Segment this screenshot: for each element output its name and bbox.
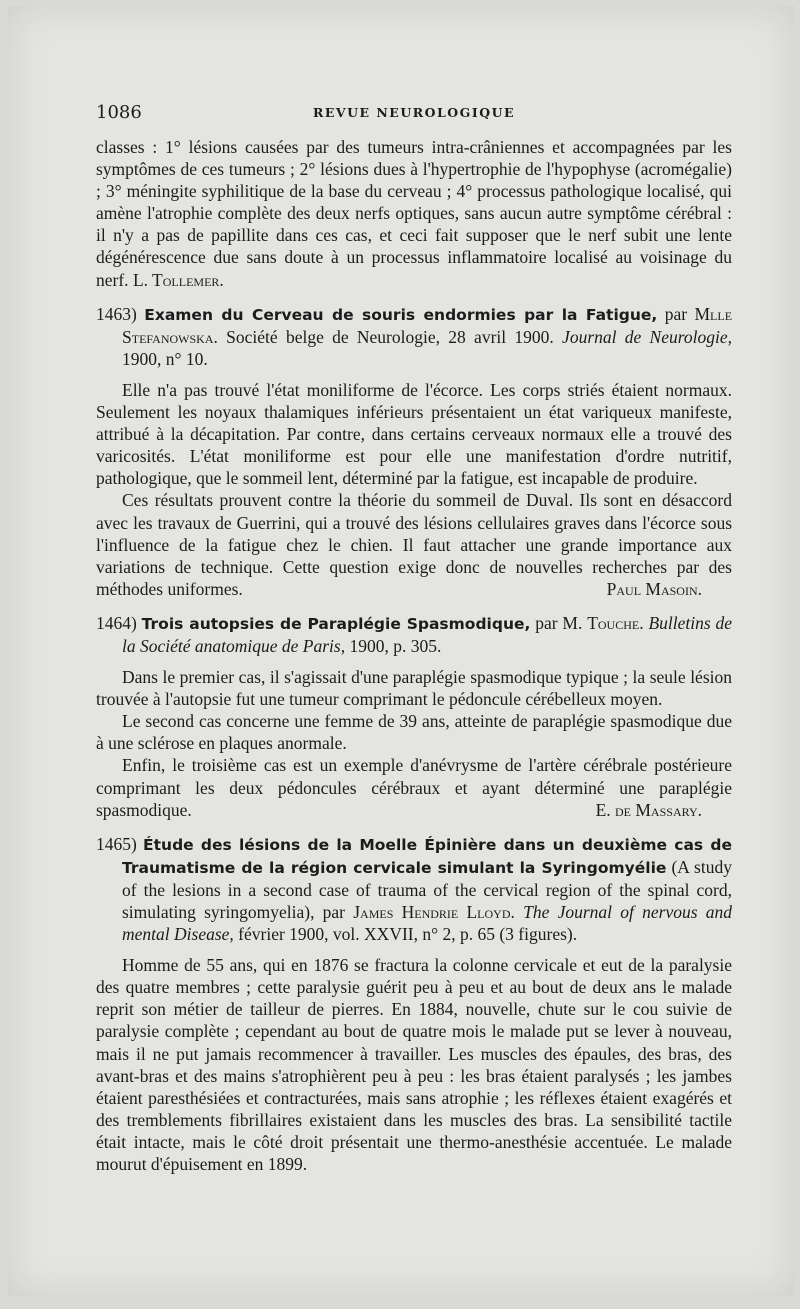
article-source-rest: février 1900, vol. XXVII, n° 2, p. 65 (3 figures). xyxy=(238,924,578,945)
article-source-rest: 1900, p. 305. xyxy=(349,635,442,656)
running-title: REVUE NEUROLOGIQUE xyxy=(312,105,516,120)
article-source-rest: 1900, n° 10. xyxy=(122,348,208,369)
article-subtitle: (A study of the lesions in a second case of trauma of the cervical region of the spinal cord, simulating syringomyelia), par xyxy=(122,856,732,922)
article-by: par M. xyxy=(535,612,583,633)
article-title: Trois autopsies de Paraplégie Spasmodique, xyxy=(141,614,531,633)
document-page xyxy=(8,6,794,1296)
article-journal: Bulletins de la Société anatomique de Paris, xyxy=(122,612,733,656)
article-number: 1463) xyxy=(96,303,137,324)
article-heading xyxy=(96,303,732,370)
article-title: Étude des lésions de la Moelle Épinière dans un deuxième cas de Traumatisme de la région cervicale simulant la Syringomyélie xyxy=(122,835,733,877)
article-signature: Paul Masoin. xyxy=(606,578,702,599)
article-paragraph: Dans le premier cas, il s'agissait d'une paraplégie spasmodique typique ; la seule lésion trouvée à l'autopsie fut une tumeur comprimant le pédoncule cérébelleux moyen. xyxy=(96,667,732,710)
article-signature: E. de Massary. xyxy=(595,799,702,820)
article-paragraph-text: Enfin, le troisième cas est un exemple d'anévrysme de l'artère cérébrale postérieure comprimant les deux pédoncules cérébraux et ayant déterminé une paraplégie spasmodique. xyxy=(96,755,732,820)
article-paragraph-text: Ces résultats prouvent contre la théorie du sommeil de Duval. Ils sont en désaccord avec les travaux de Guerrini, qui a trouvé des lésions cellulaires graves dans l'écorce sous l'influence de la fatigue chez le chien. Il faut attacher une grande importance aux variations de technique. Cette question exige donc de nouvelles recherches par des méthodes uniformes. xyxy=(96,490,732,599)
article-author: Mlle Stefanowska. xyxy=(122,303,733,347)
page-header xyxy=(96,102,732,126)
article-1464 xyxy=(96,612,732,821)
intro-paragraph xyxy=(96,136,732,291)
article-number: 1465) xyxy=(96,833,137,854)
page-body xyxy=(96,136,732,1175)
article-source: Société belge de Neurologie, 28 avril 1900. xyxy=(226,326,554,347)
article-paragraph xyxy=(96,754,732,820)
article-heading xyxy=(96,612,732,657)
article-journal: The Journal of nervous and mental Disease, xyxy=(122,902,732,945)
intro-signature: L. Tollemer. xyxy=(132,269,224,290)
article-title: Examen du Cerveau de souris endormies par la Fatigue, xyxy=(144,305,658,324)
article-author: Touche. xyxy=(587,612,644,633)
article-paragraph xyxy=(96,489,732,599)
article-by: par xyxy=(664,303,688,324)
article-author: James Hendrie Lloyd. xyxy=(353,902,515,922)
article-journal: Journal de Neurologie, xyxy=(562,326,733,347)
article-number: 1464) xyxy=(96,612,137,633)
intro-text: classes : 1° lésions causées par des tumeurs intra-crâniennes et accompagnées par les symptômes de ces tumeurs ; 2° lésions dues à l'hypertrophie de l'hypophyse (acromégalie) ; 3° méningite syphilitique de la base du cerveau ; 4° processus pathologique localisé, qui amène l'atrophie complète des deux nerfs optiques, sans aucun autre symptôme cérébral : il n'y a pas de papillite dans ces cas, et ceci fait supposer que le nerf subit une lente dégénérescence due sans doute à un processus inflammatoire localisé au voisinage du nerf. xyxy=(96,137,732,290)
article-paragraph: Elle n'a pas trouvé l'état moniliforme de l'écorce. Les corps striés étaient normaux. Seulement les noyaux thalamiques inférieurs présentaient un état variqueux manifeste, attribué à la décapitation. Par contre, dans certains cerveaux normaux elle a trouvé des varicosités. L'état moniliforme est pour elle une manifestation d'ordre nutritif, pathologique, que le sommeil lent, déterminé par la fatigue, est incapable de produire. xyxy=(96,379,732,489)
article-1465 xyxy=(96,833,732,1175)
article-paragraph: Le second cas concerne une femme de 39 ans, atteinte de paraplégie spasmodique due à une sclérose en plaques anormale. xyxy=(96,711,732,754)
article-heading xyxy=(96,833,732,945)
page-number: 1086 xyxy=(96,102,142,123)
article-1463 xyxy=(96,303,732,600)
article-paragraph: Homme de 55 ans, qui en 1876 se fractura la colonne cervicale et eut de la paralysie des quatre membres ; cette paralysie guérit peu à peu et au bout de deux ans le malade reprit son métier de tailleur de pierres. En 1884, nouvelle, chute sur le cou suivie de paralysie complète ; cependant au bout de quatre mois le malade put se lever à nouveau, mais il ne put jamais recommencer à travailler. Les muscles des épaules, des bras, des avant-bras et des mains s'atrophièrent peu à peu : les bras étaient paralysés ; les jambes étaient paresthésiées et contracturées, mais sans atrophie ; les réflexes étaient exagérés et des tremblements fibrillaires existaient dans les muscles des bras. La sensibilité tactile était intacte, mais le côté droit présentait une thermo-anesthésie accentuée. Le malade mourut d'épuisement en 1899. xyxy=(96,955,732,1175)
